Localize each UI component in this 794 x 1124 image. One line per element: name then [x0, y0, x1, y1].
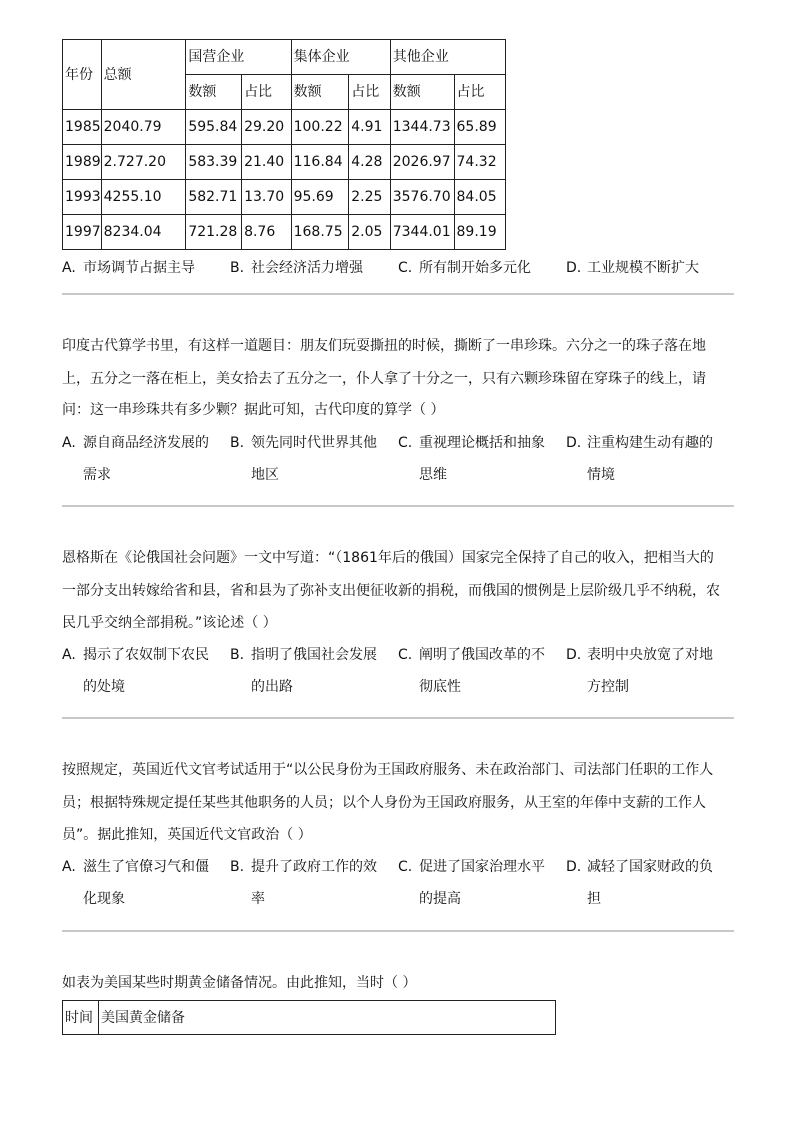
option-text: 工业规模不断扩大 [587, 260, 699, 276]
option-key: C. [398, 647, 413, 663]
header-amount: 数额 [186, 75, 242, 110]
option-text: 注重构建生动有趣的 [587, 435, 713, 451]
table-cell: 4.28 [349, 145, 391, 180]
q3-option-b[interactable] [230, 645, 377, 709]
header-amount: 数额 [291, 75, 349, 110]
gold-reserve-table [62, 1000, 556, 1035]
q2-option-b[interactable] [230, 433, 377, 497]
table-cell: 2.25 [349, 180, 391, 215]
table-cell: 89.19 [454, 215, 505, 250]
question-divider [62, 505, 734, 507]
table-cell: 2040.79 [101, 110, 186, 145]
table-cell: 4255.10 [101, 180, 186, 215]
table-cell: 1985 [63, 110, 102, 145]
q3-option-d[interactable] [566, 645, 713, 709]
question-divider [62, 293, 734, 295]
table-cell: 7344.01 [390, 215, 454, 250]
option-text: 思维 [419, 467, 447, 483]
option-key: A. [62, 859, 76, 875]
option-text: 社会经济活力增强 [251, 260, 363, 276]
option-text: 的提高 [419, 891, 461, 907]
option-key: A. [62, 647, 76, 663]
table-cell: 2026.97 [390, 145, 454, 180]
option-key: C. [398, 260, 413, 276]
option-key: A. [62, 260, 76, 276]
option-text: 彻底性 [419, 679, 461, 695]
header-ratio: 占比 [349, 75, 391, 110]
option-text: 市场调节占据主导 [83, 260, 195, 276]
header-state-enterprise: 国营企业 [186, 40, 291, 75]
option-text: 的出路 [251, 679, 293, 695]
q1-option-c[interactable] [398, 258, 531, 278]
header-ratio: 占比 [242, 75, 292, 110]
option-key: C. [398, 859, 413, 875]
option-text: 率 [251, 891, 265, 907]
option-text: 的处境 [83, 679, 125, 695]
q4-option-a[interactable] [62, 857, 209, 921]
table-cell: 21.40 [242, 145, 292, 180]
table-cell: 1997 [63, 215, 102, 250]
table-row [63, 180, 506, 215]
header-time: 时间 [63, 1001, 99, 1035]
table-cell: 582.71 [186, 180, 242, 215]
option-text: 地区 [251, 467, 279, 483]
option-text: 方控制 [587, 679, 629, 695]
table-cell: 4.91 [349, 110, 391, 145]
q2-option-d[interactable] [566, 433, 713, 497]
header-total: 总额 [101, 40, 186, 110]
q1-option-d[interactable] [566, 258, 699, 278]
table-cell: 65.89 [454, 110, 505, 145]
enterprise-data-table [62, 39, 506, 250]
table-cell: 168.75 [291, 215, 349, 250]
option-key: D. [566, 435, 582, 451]
q5-stem-line: 如表为美国某些时期黄金储备情况。由此推知，当时（ ） [62, 975, 417, 991]
table-cell: 583.39 [186, 145, 242, 180]
table-cell: 721.28 [186, 215, 242, 250]
header-collective-enterprise: 集体企业 [291, 40, 390, 75]
option-text: 阐明了俄国改革的不 [419, 647, 545, 663]
header-gold-reserve: 美国黄金储备 [98, 1001, 555, 1035]
q4-option-b[interactable] [230, 857, 377, 921]
q1-option-a[interactable] [62, 258, 195, 278]
table-cell: 1993 [63, 180, 102, 215]
table-cell: 2.05 [349, 215, 391, 250]
q4-option-d[interactable] [566, 857, 713, 921]
q3-stem-line: 恩格斯在《论俄国社会问题》一文中写道：“（1861年后的俄国）国家完全保持了自己的收入，把相当大的 [62, 550, 714, 566]
q4-stem-line: 按照规定，英国近代文官考试适用于“以公民身份为王国政府服务、未在政治部门、司法部门任职的工作人 [62, 762, 714, 778]
header-year: 年份 [63, 40, 102, 110]
option-text: 表明中央放宽了对地 [587, 647, 713, 663]
q2-stem-line: 印度古代算学书里，有这样一道题目：朋友们玩耍撕扭的时候，撕断了一串珍珠。六分之一的珠子落在地 [62, 338, 706, 354]
option-text: 所有制开始多元化 [419, 260, 531, 276]
q3-option-a[interactable] [62, 645, 209, 709]
q4-stem-line: 员；根据特殊规定提任某些其他职务的人员；以个人身份为王国政府服务，从王室的年俸中支薪的工作人 [62, 795, 706, 811]
table-cell: 13.70 [242, 180, 292, 215]
header-amount: 数额 [390, 75, 454, 110]
option-text: 担 [587, 891, 601, 907]
q2-option-c[interactable] [398, 433, 545, 497]
question-divider [62, 930, 734, 932]
header-ratio: 占比 [454, 75, 505, 110]
option-text: 指明了俄国社会发展 [251, 647, 377, 663]
option-text: 重视理论概括和抽象 [419, 435, 545, 451]
table-cell: 2.727.20 [101, 145, 186, 180]
option-key: D. [566, 260, 582, 276]
q1-option-b[interactable] [230, 258, 363, 278]
table-cell: 8234.04 [101, 215, 186, 250]
table-cell: 74.32 [454, 145, 505, 180]
option-key: D. [566, 647, 582, 663]
option-key: C. [398, 435, 413, 451]
table-cell: 8.76 [242, 215, 292, 250]
option-text: 提升了政府工作的效 [251, 859, 377, 875]
q3-option-c[interactable] [398, 645, 545, 709]
option-text: 需求 [83, 467, 111, 483]
table-cell: 116.84 [291, 145, 349, 180]
option-key: B. [230, 435, 245, 451]
q2-option-a[interactable] [62, 433, 209, 497]
q2-stem-line: 问：这一串珍珠共有多少颗？据此可知，古代印度的算学（ ） [62, 402, 445, 418]
table-row [63, 110, 506, 145]
table-row [63, 145, 506, 180]
q4-option-c[interactable] [398, 857, 545, 921]
option-text: 化现象 [83, 891, 125, 907]
option-text: 减轻了国家财政的负 [587, 859, 713, 875]
table-cell: 1344.73 [390, 110, 454, 145]
table-cell: 595.84 [186, 110, 242, 145]
option-key: A. [62, 435, 76, 451]
option-text: 促进了国家治理水平 [419, 859, 545, 875]
q4-stem-line: 员”。据此推知，英国近代文官政治（ ） [62, 827, 312, 843]
question-divider [62, 717, 734, 719]
table-cell: 29.20 [242, 110, 292, 145]
option-key: B. [230, 859, 245, 875]
table-cell: 95.69 [291, 180, 349, 215]
option-text: 情境 [587, 467, 615, 483]
table-row [63, 215, 506, 250]
q3-stem-line: 一部分支出转嫁给省和县，省和县为了弥补支出便征收新的捐税，而俄国的惯例是上层阶级几乎不纳税，农 [62, 583, 720, 599]
option-key: D. [566, 859, 582, 875]
option-text: 揭示了农奴制下农民 [83, 647, 209, 663]
option-text: 领先同时代世界其他 [251, 435, 377, 451]
option-key: B. [230, 260, 245, 276]
option-text: 源自商品经济发展的 [83, 435, 209, 451]
option-text: 滋生了官僚习气和僵 [83, 859, 209, 875]
option-key: B. [230, 647, 245, 663]
table-cell: 3576.70 [390, 180, 454, 215]
q3-stem-line: 民几乎交纳全部捐税。”该论述（ ） [62, 615, 277, 631]
table-cell: 1989 [63, 145, 102, 180]
q2-stem-line: 上，五分之一落在柜上，美女拾去了五分之一，仆人拿了十分之一，只有六颗珍珠留在穿珠子的线上，请 [62, 371, 706, 387]
table-cell: 100.22 [291, 110, 349, 145]
table-cell: 84.05 [454, 180, 505, 215]
header-other-enterprise: 其他企业 [390, 40, 505, 75]
